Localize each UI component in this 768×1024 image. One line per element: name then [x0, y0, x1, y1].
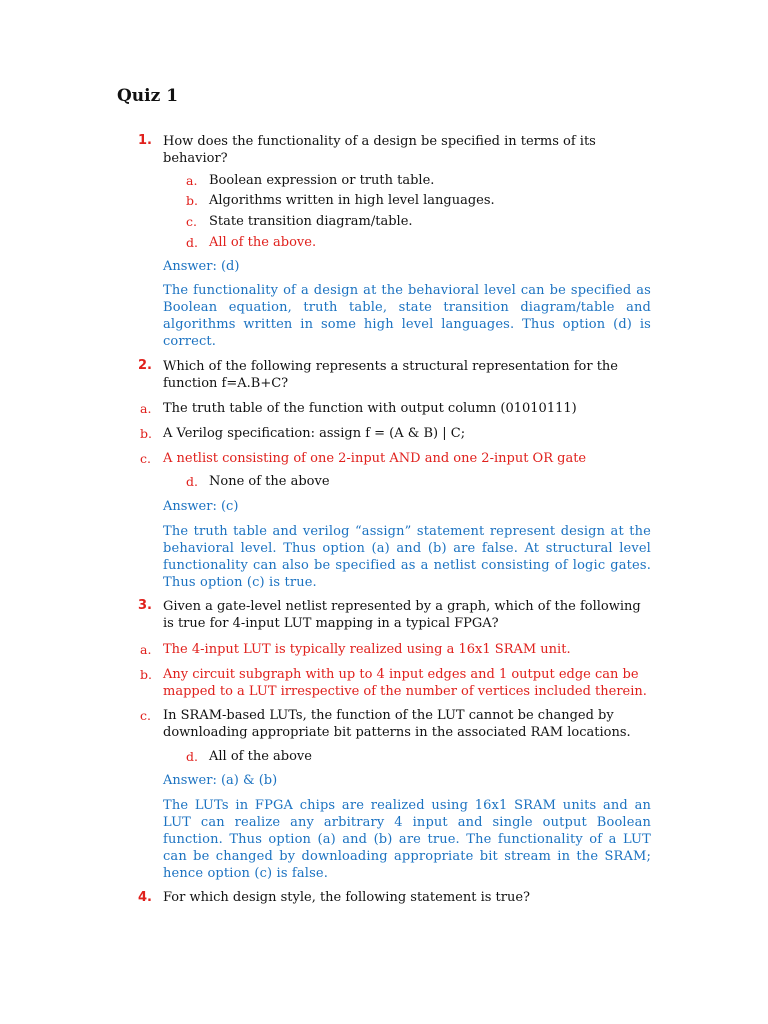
answer-explanation: The truth table and verilog “assign” statement represent design at the behavioral level. Thus option (a) and (b) are false. At structural level functionality can also be specified as a netlist consisting of logic gates. Thus option (c) is true.: [163, 524, 651, 590]
question-text: Given a gate-level netlist represented by a graph, which of the following is true for 4-input LUT mapping in a typical FPGA?: [163, 599, 641, 631]
option-label: b.: [186, 193, 198, 208]
option-label: d.: [186, 749, 198, 764]
answer-explanation: The LUTs in FPGA chips are realized using 16x1 SRAM units and an LUT can realize any arbitrary 4 input and single output Boolean function. Thus option (a) and (b) are true. The functionality of a LUT can be changed by downloading appropriate bit stream in the SRAM; hence option (c) is false.: [163, 798, 651, 881]
option-text: Algorithms written in high level languages.: [209, 193, 495, 208]
option-text: The truth table of the function with output column (01010111): [163, 401, 577, 416]
correct-option-text: All of the above.: [209, 235, 317, 250]
question-text: How does the functionality of a design be specified in terms of its behavior?: [163, 134, 596, 166]
option-label: b.: [140, 426, 152, 441]
question-number: 4.: [138, 890, 152, 905]
option-label: a.: [140, 642, 152, 657]
answer-label: Answer: (c): [163, 499, 239, 514]
correct-option-text: Any circuit subgraph with up to 4 input edges and 1 output edge can be mapped to a LUT irrespective of the number of vertices included therein.: [163, 667, 647, 699]
answer-label: Answer: (d): [163, 259, 240, 274]
option-text: None of the above: [209, 474, 330, 489]
option-label: c.: [186, 214, 197, 229]
option-text: In SRAM-based LUTs, the function of the LUT cannot be changed by downloading appropriate bit patterns in the associated RAM locations.: [163, 708, 631, 740]
option-label: d.: [186, 235, 198, 250]
option-label: c.: [140, 451, 151, 466]
answer-explanation: The functionality of a design at the behavioral level can be specified as Boolean equation, truth table, state transition diagram/table and algorithms written in some high level languages. Thus option (d) is correct.: [163, 283, 651, 349]
option-text: Boolean expression or truth table.: [209, 173, 435, 188]
question-text: Which of the following represents a structural representation for the function f=A.B+C?: [163, 359, 618, 391]
correct-option-text: The 4-input LUT is typically realized using a 16x1 SRAM unit.: [163, 642, 571, 657]
answer-label: Answer: (a) & (b): [163, 773, 278, 788]
option-label: b.: [140, 667, 152, 682]
question-number: 3.: [138, 598, 152, 613]
correct-option-text: A netlist consisting of one 2-input AND and one 2-input OR gate: [163, 451, 587, 466]
option-text: A Verilog specification: assign f = (A & B) | C;: [163, 426, 466, 441]
option-text: All of the above: [209, 749, 312, 764]
question-number: 1.: [138, 133, 152, 148]
option-label: a.: [186, 173, 198, 188]
question-text: For which design style, the following statement is true?: [163, 890, 531, 905]
option-label: c.: [140, 708, 151, 723]
option-label: d.: [186, 474, 198, 489]
page-title: Quiz 1: [117, 86, 179, 106]
question-number: 2.: [138, 358, 152, 373]
option-label: a.: [140, 401, 152, 416]
option-text: State transition diagram/table.: [209, 214, 413, 229]
